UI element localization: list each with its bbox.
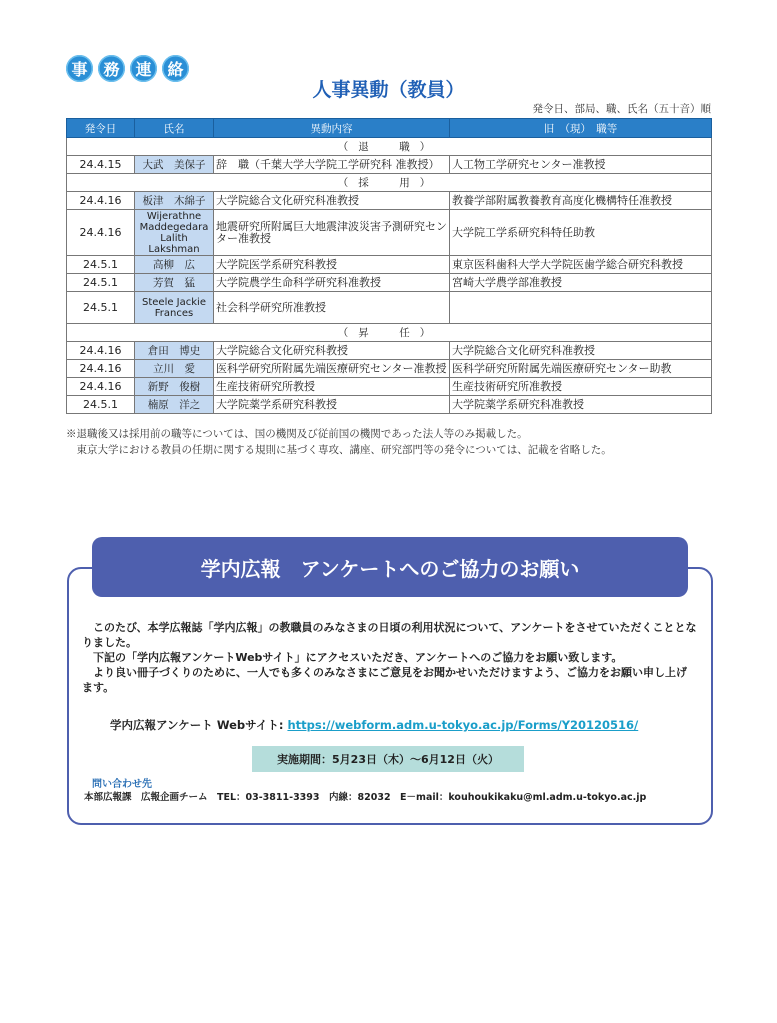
cell-prev: 医科学研究所附属先端医療研究センター助教 (450, 360, 712, 378)
survey-heading: 学内広報 アンケートへのご協力のお願い (92, 537, 688, 597)
cell-date: 24.5.1 (67, 256, 135, 274)
cell-content: 大学院農学生命科学研究科准教授 (214, 274, 450, 292)
survey-site (110, 717, 638, 733)
footnote: ※退職後又は採用前の職等については、国の機関及び従前国の機関であった法人等のみ掲載した。 (66, 428, 528, 440)
page-title: 人事異動（教員） (312, 79, 465, 101)
cell-content: 生産技術研究所教授 (214, 378, 450, 396)
cell-name: Wijerathne Maddegedara Lalith Lakshman (135, 210, 214, 256)
cell-content: 医科学研究所附属先端医療研究センター准教授 (214, 360, 450, 378)
cell-date: 24.4.16 (67, 360, 135, 378)
cell-content: 地震研究所附属巨大地震津波災害予測研究センター准教授 (214, 210, 450, 256)
table-row (67, 256, 712, 274)
cell-date: 24.4.15 (67, 156, 135, 174)
cell-date: 24.5.1 (67, 274, 135, 292)
cell-name: 芳賀 猛 (135, 274, 214, 292)
column-header: 旧 （現） 職等 (450, 119, 712, 138)
table-row (67, 360, 712, 378)
table-row (67, 210, 712, 256)
survey-site-label: 学内広報アンケート Webサイト: (110, 718, 284, 732)
contact-info: 本部広報課 広報企画チーム TEL：03-3811-3393 内線：82032 E－mail：kouhoukikaku@ml.adm.u-tokyo.ac.jp (84, 792, 647, 803)
cell-content: 社会科学研究所准教授 (214, 292, 450, 324)
section-badge: 事 (66, 55, 93, 82)
table-row (67, 292, 712, 324)
table-row (67, 396, 712, 414)
cell-date: 24.4.16 (67, 192, 135, 210)
cell-name: 高柳 広 (135, 256, 214, 274)
cell-prev (450, 292, 712, 324)
section-badge: 絡 (162, 55, 189, 82)
footnote: 東京大学における教員の任期に関する規則に基づく専攻、講座、研究部門等の発令については、記載を省略した。 (66, 444, 612, 456)
cell-date: 24.5.1 (67, 292, 135, 324)
survey-paragraph: 下記の「学内広報アンケートWebサイト」にアクセスいただき、アンケートへのご協力をお願い致します。 (93, 651, 623, 664)
table-row (67, 378, 712, 396)
cell-prev: 東京医科歯科大学大学院医歯学総合研究科教授 (450, 256, 712, 274)
section-badge: 務 (98, 55, 125, 82)
survey-period: 実施期間：5月23日（木）〜6月12日（火） (252, 746, 524, 772)
cell-name: 立川 愛 (135, 360, 214, 378)
cell-date: 24.4.16 (67, 342, 135, 360)
cell-prev: 生産技術研究所准教授 (450, 378, 712, 396)
table-row (67, 274, 712, 292)
cell-content: 辞 職（千葉大学大学院工学研究科 准教授） (214, 156, 450, 174)
cell-prev: 大学院総合文化研究科准教授 (450, 342, 712, 360)
cell-content: 大学院医学系研究科教授 (214, 256, 450, 274)
table-row (67, 342, 712, 360)
cell-name: 楠原 洋之 (135, 396, 214, 414)
cell-name: 倉田 博史 (135, 342, 214, 360)
section-label: （採 用） (67, 174, 712, 192)
cell-content: 大学院薬学系研究科教授 (214, 396, 450, 414)
cell-name: Steele Jackie Frances (135, 292, 214, 324)
cell-prev: 大学院薬学系研究科准教授 (450, 396, 712, 414)
cell-name: 新野 俊樹 (135, 378, 214, 396)
cell-date: 24.4.16 (67, 378, 135, 396)
cell-prev: 大学院工学系研究科特任助教 (450, 210, 712, 256)
column-header: 発令日 (67, 119, 135, 138)
personnel-table (66, 118, 712, 414)
contact-title: 問い合わせ先 (92, 779, 152, 790)
column-header: 異動内容 (214, 119, 450, 138)
survey-body (82, 620, 697, 695)
cell-name: 大武 美保子 (135, 156, 214, 174)
cell-content: 大学院総合文化研究科教授 (214, 342, 450, 360)
cell-prev: 教養学部附属教養教育高度化機構特任准教授 (450, 192, 712, 210)
table-row (67, 156, 712, 174)
survey-site-link[interactable]: https://webform.adm.u-tokyo.ac.jp/Forms/Y20120516/ (287, 718, 639, 732)
section-row-promotion (67, 324, 712, 342)
section-row-hiring (67, 174, 712, 192)
survey-paragraph: より良い冊子づくりのために、一人でも多くのみなさまにご意見をお聞かせいただけますよう、ご協力をお願い申し上げます。 (82, 666, 687, 694)
table-row (67, 192, 712, 210)
footnotes (66, 426, 612, 458)
cell-content: 大学院総合文化研究科准教授 (214, 192, 450, 210)
column-header: 氏名 (135, 119, 214, 138)
survey-paragraph: このたび、本学広報誌「学内広報」の教職員のみなさまの日頃の利用状況について、アンケートをさせていただくこととなりました。 (82, 621, 697, 649)
cell-prev: 宮崎大学農学部准教授 (450, 274, 712, 292)
section-row-retirement (67, 138, 712, 156)
section-label: （退 職） (67, 138, 712, 156)
cell-prev: 人工物工学研究センター准教授 (450, 156, 712, 174)
section-label: （昇 任） (67, 324, 712, 342)
cell-date: 24.4.16 (67, 210, 135, 256)
section-badge: 連 (130, 55, 157, 82)
table-header-row (67, 119, 712, 138)
cell-date: 24.5.1 (67, 396, 135, 414)
cell-name: 板津 木綿子 (135, 192, 214, 210)
order-note: 発令日、部局、職、氏名（五十音）順 (532, 103, 711, 115)
survey-box (67, 567, 713, 825)
